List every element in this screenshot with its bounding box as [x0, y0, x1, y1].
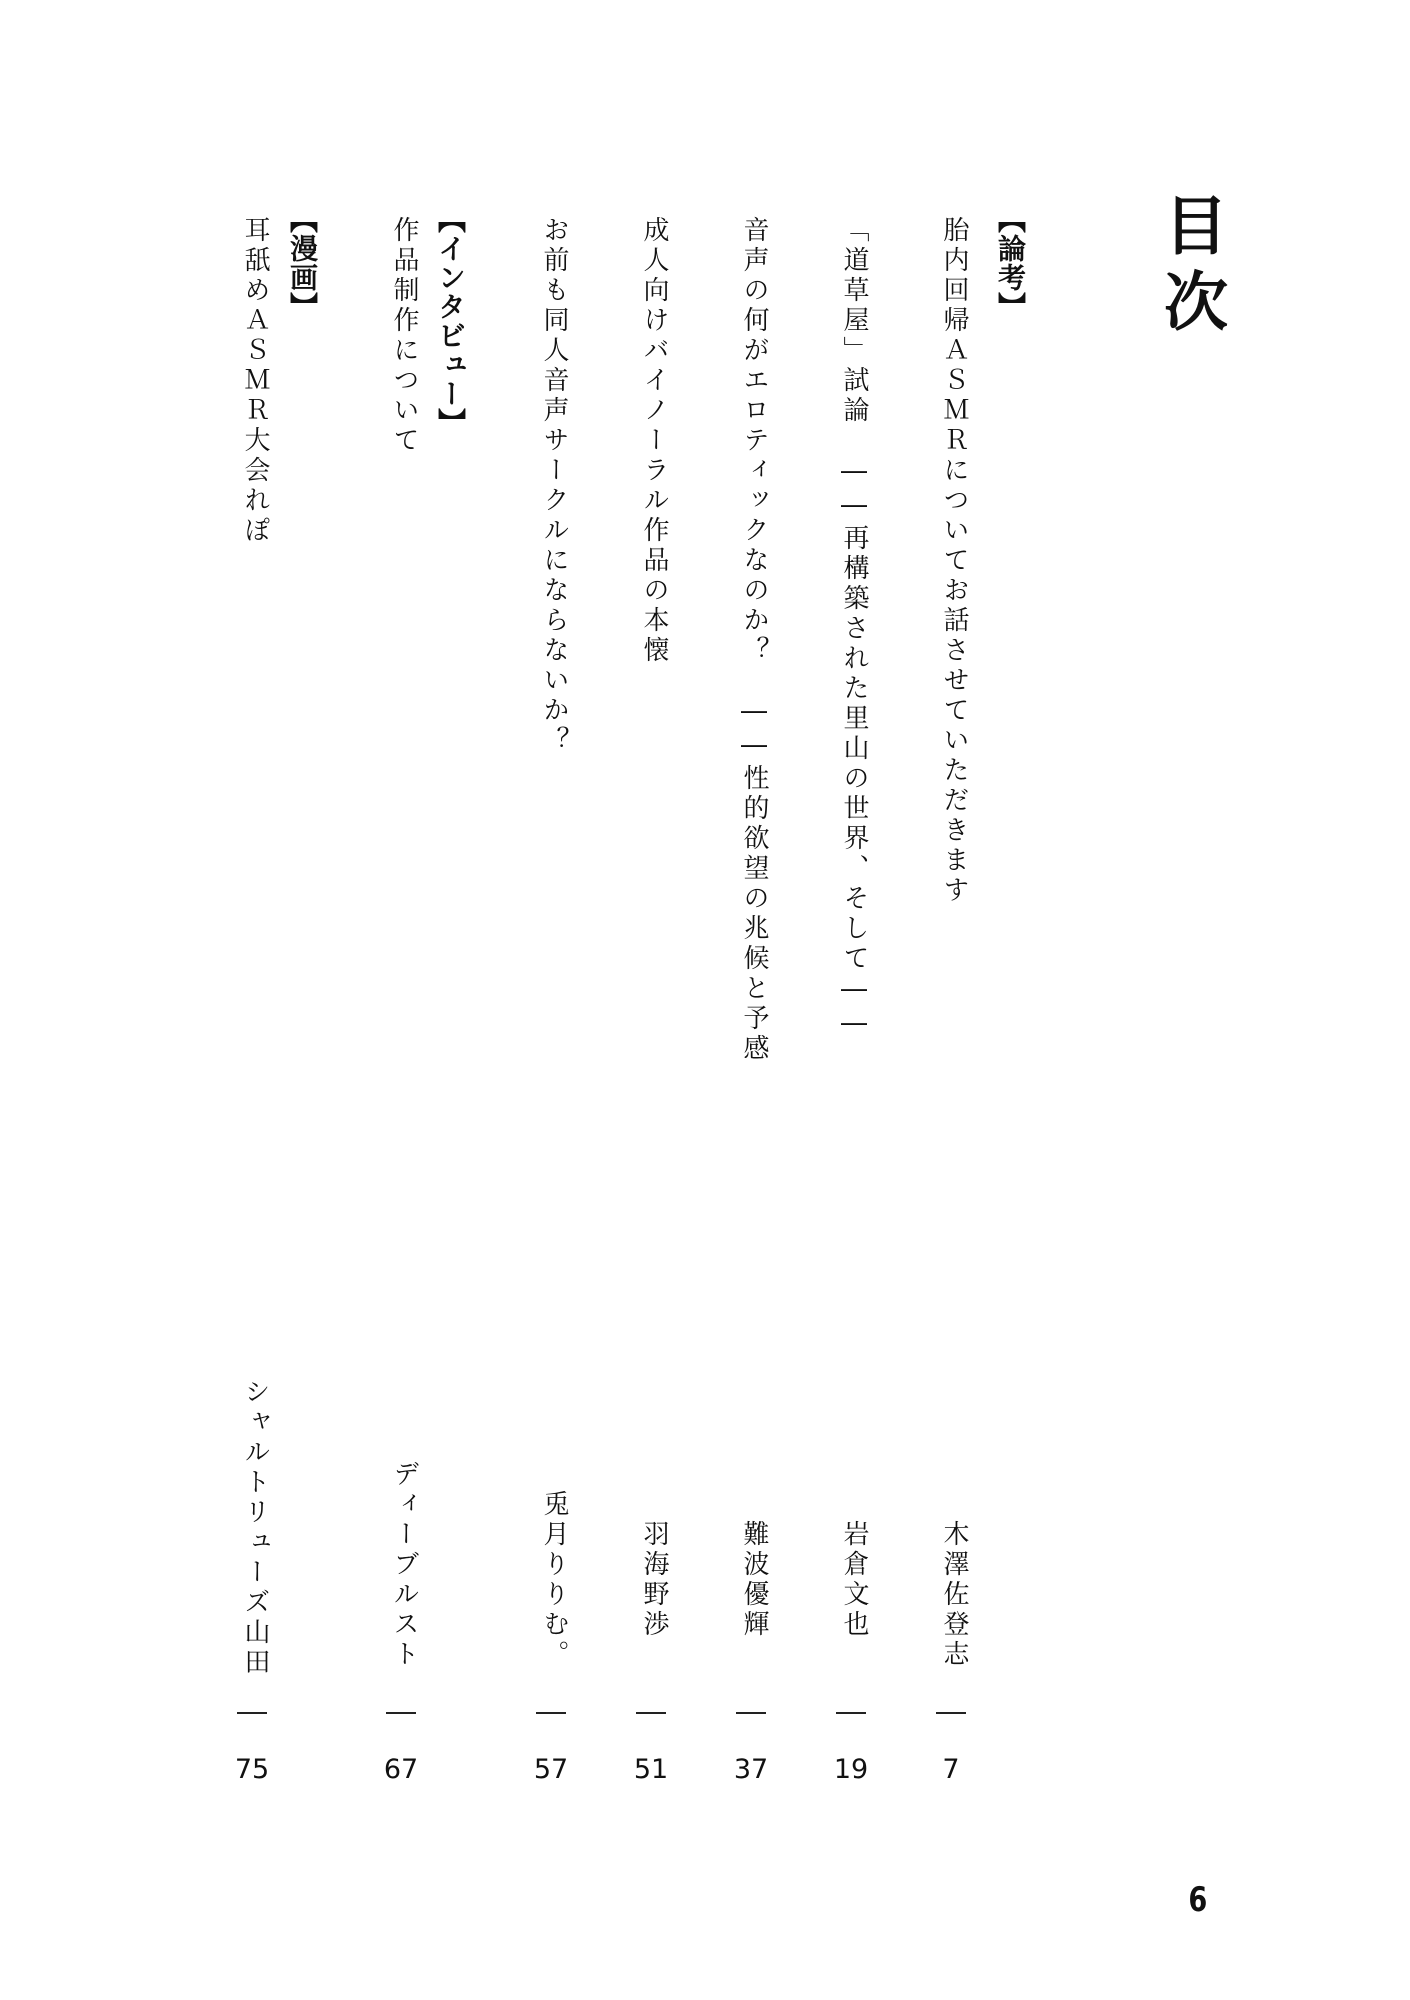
page-title: 目次 — [1153, 192, 1228, 344]
toc-entry-author: 難波優輝 — [739, 1520, 769, 1640]
toc-entry-author: ディーブルスト — [389, 1460, 419, 1670]
toc-page-number[interactable]: 57 — [533, 1754, 569, 1785]
leader-dash — [237, 1712, 267, 1714]
toc-entry-author: 岩倉文也 — [839, 1520, 869, 1640]
toc-page-number[interactable]: 67 — [383, 1754, 419, 1785]
toc-page-number[interactable]: 19 — [833, 1754, 869, 1785]
toc-page-number[interactable]: 7 — [942, 1754, 960, 1785]
toc-entry-author: 兎月りりむ。 — [539, 1490, 569, 1670]
toc-entry-title[interactable]: 音声の何がエロティックなのか？ ――性的欲望の兆候と予感 — [739, 216, 769, 1064]
toc-entry-title[interactable]: 成人向けバイノーラル作品の本懐 — [639, 216, 669, 666]
leader-dash — [536, 1712, 566, 1714]
toc-page-number[interactable]: 37 — [733, 1754, 769, 1785]
section-header-manga: 【漫画】 — [286, 205, 319, 321]
leader-dash — [936, 1712, 966, 1714]
toc-entry-title[interactable]: 「道草屋」試論 ――再構築された里山の世界、そして―― — [839, 216, 869, 1042]
leader-dash — [836, 1712, 866, 1714]
toc-entry-title[interactable]: 胎内回帰ＡＳＭＲについてお話させていただきます — [939, 216, 969, 906]
leader-dash — [736, 1712, 766, 1714]
section-header-interview: 【インタビュー】 — [434, 205, 467, 437]
page-number: 6 — [1188, 1880, 1208, 1920]
toc-entry-title[interactable]: 耳舐めＡＳＭＲ大会れぽ — [240, 216, 270, 546]
toc-entry-title[interactable]: お前も同人音声サークルにならないか？ — [539, 216, 569, 756]
toc-page-number[interactable]: 51 — [633, 1754, 669, 1785]
toc-page-number[interactable]: 75 — [234, 1754, 270, 1785]
toc-entry-author: 木澤佐登志 — [939, 1520, 969, 1670]
toc-entry-author: シャルトリューズ山田 — [240, 1378, 270, 1678]
leader-dash — [386, 1712, 416, 1714]
leader-dash — [636, 1712, 666, 1714]
section-header-ronkou: 【論考】 — [994, 205, 1027, 321]
toc-entry-title[interactable]: 作品制作について — [389, 216, 419, 456]
toc-entry-author: 羽海野渉 — [639, 1520, 669, 1640]
